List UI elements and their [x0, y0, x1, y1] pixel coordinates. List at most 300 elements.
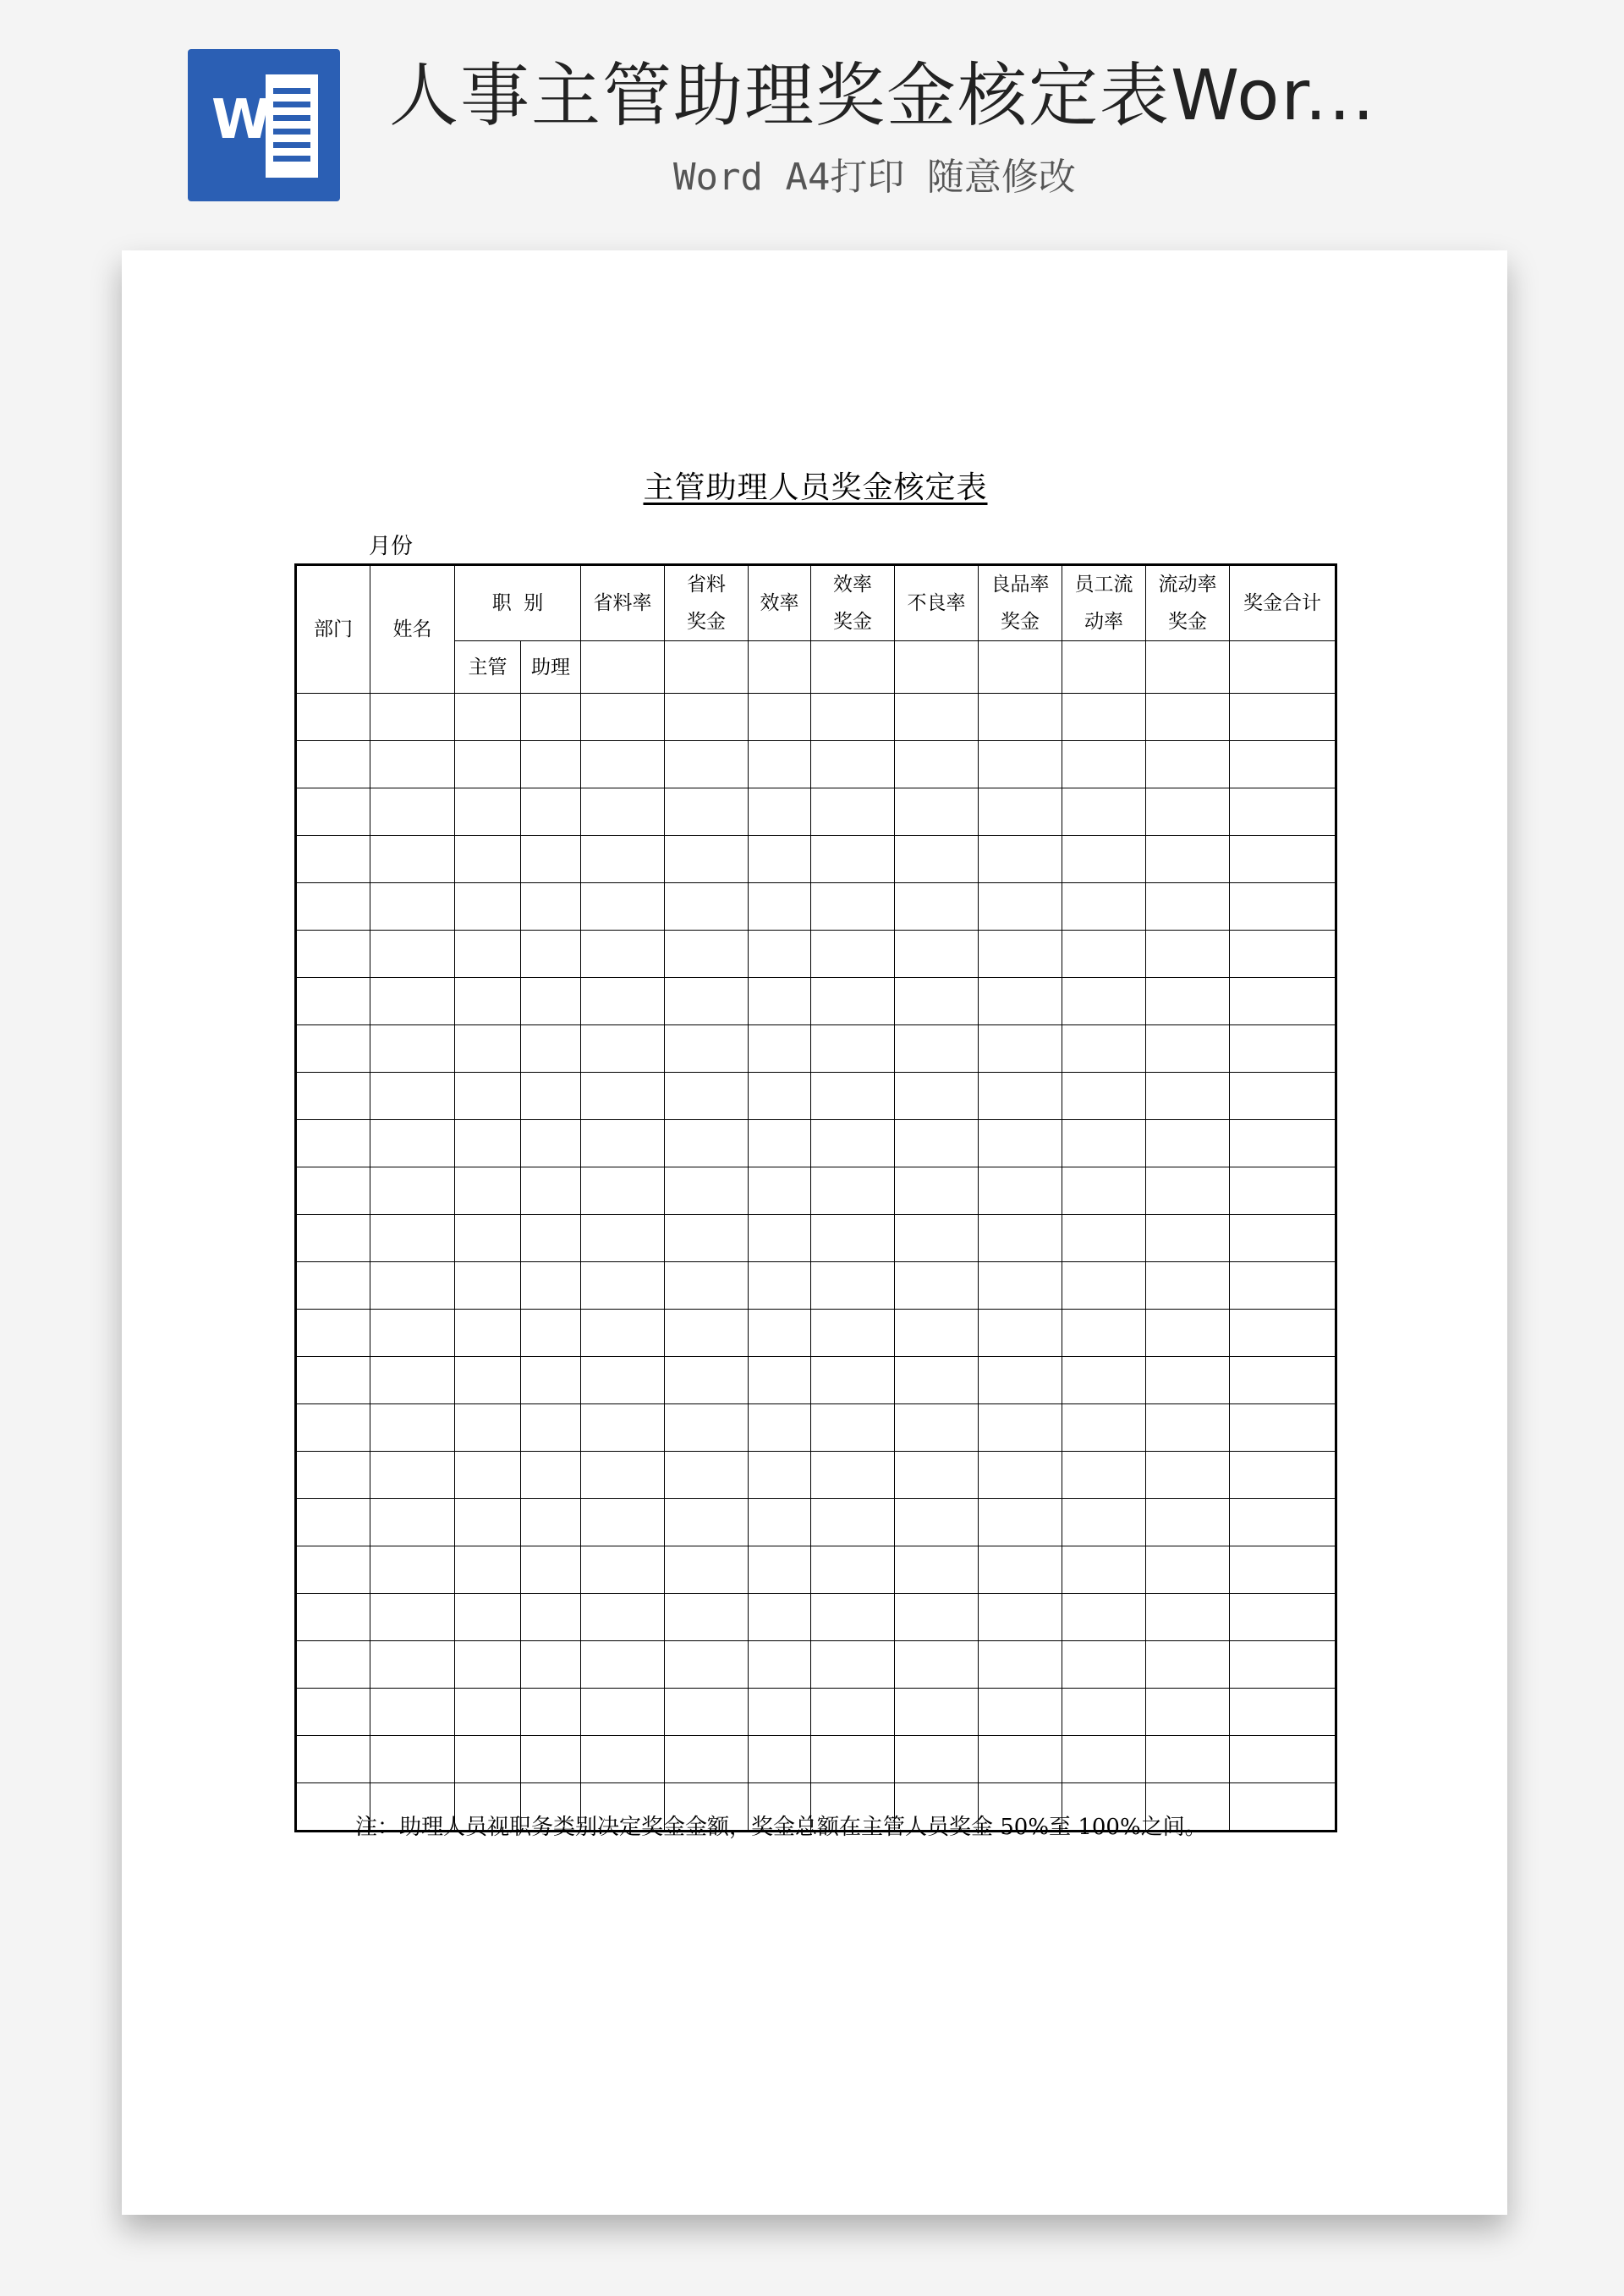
- table-cell[interactable]: [521, 1452, 581, 1499]
- table-cell[interactable]: [521, 694, 581, 741]
- table-cell[interactable]: [1230, 1262, 1336, 1310]
- table-cell[interactable]: [1230, 641, 1336, 694]
- table-cell[interactable]: [811, 1215, 895, 1262]
- table-cell[interactable]: [895, 1452, 979, 1499]
- table-cell[interactable]: [811, 1025, 895, 1073]
- table-cell[interactable]: [665, 1357, 749, 1404]
- table-cell[interactable]: [1230, 788, 1336, 836]
- table-cell[interactable]: [895, 1594, 979, 1641]
- table-cell[interactable]: [895, 1641, 979, 1689]
- table-cell[interactable]: [665, 1689, 749, 1736]
- table-cell[interactable]: [1230, 1689, 1336, 1736]
- table-cell[interactable]: [296, 788, 370, 836]
- table-cell[interactable]: [811, 1120, 895, 1167]
- table-cell[interactable]: [811, 1073, 895, 1120]
- table-cell[interactable]: [370, 741, 455, 788]
- table-cell[interactable]: [521, 836, 581, 883]
- table-cell[interactable]: [895, 1357, 979, 1404]
- table-cell[interactable]: [811, 883, 895, 931]
- table-cell[interactable]: [581, 883, 665, 931]
- table-cell[interactable]: [370, 1262, 455, 1310]
- table-cell[interactable]: [296, 1594, 370, 1641]
- table-cell[interactable]: [811, 1452, 895, 1499]
- table-cell[interactable]: [1062, 1641, 1146, 1689]
- table-cell[interactable]: [1062, 1404, 1146, 1452]
- table-cell[interactable]: [979, 1499, 1062, 1546]
- table-cell[interactable]: [370, 1594, 455, 1641]
- table-cell[interactable]: [979, 1736, 1062, 1783]
- table-cell[interactable]: [811, 1689, 895, 1736]
- table-cell[interactable]: [1062, 1120, 1146, 1167]
- table-cell[interactable]: [296, 1641, 370, 1689]
- table-cell[interactable]: [581, 1310, 665, 1357]
- table-cell[interactable]: [521, 1357, 581, 1404]
- table-cell[interactable]: [581, 741, 665, 788]
- table-cell[interactable]: [1146, 1310, 1230, 1357]
- table-cell[interactable]: [521, 1689, 581, 1736]
- table-cell[interactable]: [581, 1357, 665, 1404]
- table-cell[interactable]: [296, 1452, 370, 1499]
- table-cell[interactable]: [581, 1689, 665, 1736]
- table-cell[interactable]: [455, 883, 521, 931]
- table-cell[interactable]: [521, 1310, 581, 1357]
- table-cell[interactable]: [1146, 883, 1230, 931]
- table-cell[interactable]: [979, 1025, 1062, 1073]
- table-cell[interactable]: [370, 836, 455, 883]
- table-cell[interactable]: [1146, 1357, 1230, 1404]
- table-cell[interactable]: [811, 1499, 895, 1546]
- table-cell[interactable]: [296, 1073, 370, 1120]
- table-cell[interactable]: [370, 883, 455, 931]
- table-cell[interactable]: [1230, 1641, 1336, 1689]
- table-cell[interactable]: [749, 1120, 811, 1167]
- table-cell[interactable]: [811, 694, 895, 741]
- table-cell[interactable]: [665, 1310, 749, 1357]
- table-cell[interactable]: [895, 1404, 979, 1452]
- table-cell[interactable]: [581, 931, 665, 978]
- table-cell[interactable]: [749, 978, 811, 1025]
- table-cell[interactable]: [1062, 1736, 1146, 1783]
- table-cell[interactable]: [296, 1262, 370, 1310]
- table-cell[interactable]: [370, 931, 455, 978]
- table-cell[interactable]: [665, 641, 749, 694]
- table-cell[interactable]: [749, 1310, 811, 1357]
- table-cell[interactable]: [455, 978, 521, 1025]
- table-cell[interactable]: [1230, 1736, 1336, 1783]
- table-cell[interactable]: [665, 1452, 749, 1499]
- table-cell[interactable]: [665, 1736, 749, 1783]
- table-cell[interactable]: [749, 1357, 811, 1404]
- table-cell[interactable]: [455, 1641, 521, 1689]
- table-cell[interactable]: [1230, 1073, 1336, 1120]
- table-cell[interactable]: [581, 836, 665, 883]
- table-cell[interactable]: [1230, 1499, 1336, 1546]
- table-cell[interactable]: [1062, 1452, 1146, 1499]
- table-cell[interactable]: [895, 641, 979, 694]
- table-cell[interactable]: [455, 1499, 521, 1546]
- table-cell[interactable]: [296, 1546, 370, 1594]
- table-cell[interactable]: [521, 978, 581, 1025]
- table-cell[interactable]: [521, 1594, 581, 1641]
- table-cell[interactable]: [455, 1452, 521, 1499]
- table-cell[interactable]: [979, 1120, 1062, 1167]
- table-cell[interactable]: [455, 1120, 521, 1167]
- table-cell[interactable]: [581, 1262, 665, 1310]
- table-cell[interactable]: [1146, 741, 1230, 788]
- table-cell[interactable]: [1062, 788, 1146, 836]
- table-cell[interactable]: [749, 1262, 811, 1310]
- table-cell[interactable]: [1230, 883, 1336, 931]
- table-cell[interactable]: [1062, 1310, 1146, 1357]
- table-cell[interactable]: [665, 931, 749, 978]
- table-cell[interactable]: [895, 1215, 979, 1262]
- table-cell[interactable]: [370, 1310, 455, 1357]
- table-cell[interactable]: [455, 1167, 521, 1215]
- table-cell[interactable]: [1146, 641, 1230, 694]
- table-cell[interactable]: [455, 1262, 521, 1310]
- table-cell[interactable]: [811, 641, 895, 694]
- table-cell[interactable]: [455, 836, 521, 883]
- table-cell[interactable]: [521, 741, 581, 788]
- table-cell[interactable]: [296, 1025, 370, 1073]
- table-cell[interactable]: [1146, 1546, 1230, 1594]
- table-cell[interactable]: [455, 1546, 521, 1594]
- table-cell[interactable]: [749, 883, 811, 931]
- table-cell[interactable]: [1230, 836, 1336, 883]
- table-cell[interactable]: [296, 931, 370, 978]
- table-cell[interactable]: [296, 1357, 370, 1404]
- table-cell[interactable]: [811, 741, 895, 788]
- table-cell[interactable]: [979, 1546, 1062, 1594]
- table-cell[interactable]: [296, 883, 370, 931]
- table-cell[interactable]: [1062, 1357, 1146, 1404]
- table-cell[interactable]: [1146, 1262, 1230, 1310]
- table-cell[interactable]: [895, 836, 979, 883]
- table-cell[interactable]: [1146, 1215, 1230, 1262]
- table-cell[interactable]: [811, 1167, 895, 1215]
- table-cell[interactable]: [749, 836, 811, 883]
- table-cell[interactable]: [895, 741, 979, 788]
- table-cell[interactable]: [895, 1546, 979, 1594]
- table-cell[interactable]: [370, 1499, 455, 1546]
- table-cell[interactable]: [979, 1310, 1062, 1357]
- table-cell[interactable]: [665, 788, 749, 836]
- table-cell[interactable]: [979, 1452, 1062, 1499]
- table-cell[interactable]: [895, 931, 979, 978]
- table-cell[interactable]: [979, 1641, 1062, 1689]
- table-cell[interactable]: [895, 1167, 979, 1215]
- table-cell[interactable]: [581, 1641, 665, 1689]
- table-cell[interactable]: [1146, 1641, 1230, 1689]
- table-cell[interactable]: [895, 1736, 979, 1783]
- table-cell[interactable]: [1230, 931, 1336, 978]
- table-cell[interactable]: [1146, 1452, 1230, 1499]
- table-cell[interactable]: [979, 1689, 1062, 1736]
- table-cell[interactable]: [811, 1641, 895, 1689]
- table-cell[interactable]: [1230, 1167, 1336, 1215]
- table-cell[interactable]: [455, 1357, 521, 1404]
- table-cell[interactable]: [296, 1310, 370, 1357]
- table-cell[interactable]: [581, 1120, 665, 1167]
- table-cell[interactable]: [581, 1499, 665, 1546]
- table-cell[interactable]: [1230, 1404, 1336, 1452]
- table-cell[interactable]: [455, 1404, 521, 1452]
- table-cell[interactable]: [455, 1736, 521, 1783]
- table-cell[interactable]: [749, 1167, 811, 1215]
- table-cell[interactable]: [749, 1404, 811, 1452]
- table-cell[interactable]: [581, 1546, 665, 1594]
- table-cell[interactable]: [370, 1641, 455, 1689]
- table-cell[interactable]: [1230, 1594, 1336, 1641]
- table-cell[interactable]: [979, 1404, 1062, 1452]
- table-cell[interactable]: [749, 1073, 811, 1120]
- table-cell[interactable]: [749, 788, 811, 836]
- table-cell[interactable]: [665, 1073, 749, 1120]
- table-cell[interactable]: [370, 1167, 455, 1215]
- table-cell[interactable]: [521, 1262, 581, 1310]
- table-cell[interactable]: [455, 1594, 521, 1641]
- table-cell[interactable]: [455, 1073, 521, 1120]
- table-cell[interactable]: [979, 1167, 1062, 1215]
- table-cell[interactable]: [296, 1736, 370, 1783]
- table-cell[interactable]: [581, 694, 665, 741]
- table-cell[interactable]: [455, 1025, 521, 1073]
- table-cell[interactable]: [749, 931, 811, 978]
- table-cell[interactable]: [811, 1262, 895, 1310]
- table-cell[interactable]: [979, 788, 1062, 836]
- table-cell[interactable]: [1062, 931, 1146, 978]
- table-cell[interactable]: [455, 741, 521, 788]
- table-cell[interactable]: [749, 741, 811, 788]
- table-cell[interactable]: [665, 883, 749, 931]
- table-cell[interactable]: [1062, 741, 1146, 788]
- table-cell[interactable]: [581, 1167, 665, 1215]
- table-cell[interactable]: [979, 1073, 1062, 1120]
- table-cell[interactable]: [455, 1215, 521, 1262]
- table-cell[interactable]: [1062, 641, 1146, 694]
- table-cell[interactable]: [1230, 1025, 1336, 1073]
- table-cell[interactable]: [455, 694, 521, 741]
- table-cell[interactable]: [1146, 1073, 1230, 1120]
- table-cell[interactable]: [296, 978, 370, 1025]
- table-cell[interactable]: [895, 1025, 979, 1073]
- table-cell[interactable]: [1146, 1120, 1230, 1167]
- table-cell[interactable]: [1062, 1215, 1146, 1262]
- table-cell[interactable]: [1146, 1167, 1230, 1215]
- table-cell[interactable]: [1146, 1594, 1230, 1641]
- table-cell[interactable]: [895, 1073, 979, 1120]
- table-cell[interactable]: [665, 1499, 749, 1546]
- table-cell[interactable]: [521, 1736, 581, 1783]
- table-cell[interactable]: [1146, 1025, 1230, 1073]
- table-cell[interactable]: [296, 836, 370, 883]
- table-cell[interactable]: [665, 1262, 749, 1310]
- table-cell[interactable]: [895, 1262, 979, 1310]
- table-cell[interactable]: [581, 1215, 665, 1262]
- table-cell[interactable]: [1230, 1310, 1336, 1357]
- table-cell[interactable]: [895, 1120, 979, 1167]
- table-cell[interactable]: [296, 1404, 370, 1452]
- table-cell[interactable]: [370, 694, 455, 741]
- table-cell[interactable]: [296, 694, 370, 741]
- table-cell[interactable]: [370, 1215, 455, 1262]
- table-cell[interactable]: [895, 788, 979, 836]
- table-cell[interactable]: [665, 1404, 749, 1452]
- table-cell[interactable]: [665, 1546, 749, 1594]
- table-cell[interactable]: [1062, 1073, 1146, 1120]
- table-cell[interactable]: [1230, 1357, 1336, 1404]
- table-cell[interactable]: [979, 931, 1062, 978]
- table-cell[interactable]: [370, 1452, 455, 1499]
- table-cell[interactable]: [749, 1594, 811, 1641]
- table-cell[interactable]: [979, 836, 1062, 883]
- table-cell[interactable]: [521, 1215, 581, 1262]
- table-cell[interactable]: [581, 641, 665, 694]
- table-cell[interactable]: [370, 1546, 455, 1594]
- table-cell[interactable]: [1146, 836, 1230, 883]
- table-cell[interactable]: [811, 788, 895, 836]
- table-cell[interactable]: [979, 1262, 1062, 1310]
- table-cell[interactable]: [665, 741, 749, 788]
- table-cell[interactable]: [296, 1689, 370, 1736]
- table-cell[interactable]: [749, 1546, 811, 1594]
- table-cell[interactable]: [581, 1073, 665, 1120]
- table-cell[interactable]: [665, 694, 749, 741]
- table-cell[interactable]: [665, 1167, 749, 1215]
- table-cell[interactable]: [811, 1546, 895, 1594]
- table-cell[interactable]: [979, 694, 1062, 741]
- table-cell[interactable]: [1230, 1120, 1336, 1167]
- table-cell[interactable]: [811, 1357, 895, 1404]
- table-cell[interactable]: [1062, 836, 1146, 883]
- table-cell[interactable]: [370, 1404, 455, 1452]
- table-cell[interactable]: [521, 1167, 581, 1215]
- table-cell[interactable]: [811, 978, 895, 1025]
- table-cell[interactable]: [370, 1736, 455, 1783]
- table-cell[interactable]: [665, 1594, 749, 1641]
- table-cell[interactable]: [521, 1120, 581, 1167]
- table-cell[interactable]: [1062, 1025, 1146, 1073]
- table-cell[interactable]: [1146, 1499, 1230, 1546]
- table-cell[interactable]: [749, 1499, 811, 1546]
- table-cell[interactable]: [1230, 1452, 1336, 1499]
- table-cell[interactable]: [895, 1310, 979, 1357]
- table-cell[interactable]: [979, 641, 1062, 694]
- table-cell[interactable]: [581, 1025, 665, 1073]
- table-cell[interactable]: [1062, 1689, 1146, 1736]
- table-cell[interactable]: [296, 1215, 370, 1262]
- table-cell[interactable]: [370, 1120, 455, 1167]
- table-cell[interactable]: [370, 1073, 455, 1120]
- table-cell[interactable]: [370, 1357, 455, 1404]
- table-cell[interactable]: [521, 1546, 581, 1594]
- table-cell[interactable]: [665, 1025, 749, 1073]
- table-cell[interactable]: [749, 1689, 811, 1736]
- table-cell[interactable]: [370, 1025, 455, 1073]
- table-cell[interactable]: [979, 1594, 1062, 1641]
- table-cell[interactable]: [296, 741, 370, 788]
- table-cell[interactable]: [521, 931, 581, 978]
- table-cell[interactable]: [979, 1215, 1062, 1262]
- table-cell[interactable]: [521, 1025, 581, 1073]
- table-cell[interactable]: [1146, 788, 1230, 836]
- table-cell[interactable]: [1062, 694, 1146, 741]
- table-cell[interactable]: [895, 978, 979, 1025]
- table-cell[interactable]: [1230, 694, 1336, 741]
- table-cell[interactable]: [665, 1215, 749, 1262]
- table-cell[interactable]: [581, 1404, 665, 1452]
- table-cell[interactable]: [521, 1641, 581, 1689]
- table-cell[interactable]: [1062, 1262, 1146, 1310]
- table-cell[interactable]: [370, 788, 455, 836]
- table-cell[interactable]: [811, 1594, 895, 1641]
- table-cell[interactable]: [749, 1736, 811, 1783]
- table-cell[interactable]: [749, 1215, 811, 1262]
- table-cell[interactable]: [455, 931, 521, 978]
- table-cell[interactable]: [581, 978, 665, 1025]
- table-cell[interactable]: [1062, 1499, 1146, 1546]
- table-cell[interactable]: [521, 1073, 581, 1120]
- table-cell[interactable]: [749, 1641, 811, 1689]
- table-cell[interactable]: [370, 978, 455, 1025]
- table-cell[interactable]: [979, 1357, 1062, 1404]
- table-cell[interactable]: [1146, 1404, 1230, 1452]
- table-cell[interactable]: [455, 1689, 521, 1736]
- table-cell[interactable]: [296, 1499, 370, 1546]
- table-cell[interactable]: [979, 978, 1062, 1025]
- table-cell[interactable]: [665, 1120, 749, 1167]
- table-cell[interactable]: [979, 883, 1062, 931]
- table-cell[interactable]: [521, 1499, 581, 1546]
- table-cell[interactable]: [581, 788, 665, 836]
- table-cell[interactable]: [581, 1452, 665, 1499]
- table-cell[interactable]: [749, 641, 811, 694]
- table-cell[interactable]: [665, 836, 749, 883]
- table-cell[interactable]: [1062, 1594, 1146, 1641]
- table-cell[interactable]: [1230, 741, 1336, 788]
- table-cell[interactable]: [1062, 1546, 1146, 1594]
- table-cell[interactable]: [521, 883, 581, 931]
- table-cell[interactable]: [895, 694, 979, 741]
- table-cell[interactable]: [811, 1310, 895, 1357]
- table-cell[interactable]: [1230, 1546, 1336, 1594]
- table-cell[interactable]: [895, 883, 979, 931]
- table-cell[interactable]: [1062, 1167, 1146, 1215]
- table-cell[interactable]: [1062, 978, 1146, 1025]
- table-cell[interactable]: [455, 788, 521, 836]
- table-cell[interactable]: [1062, 883, 1146, 931]
- table-cell[interactable]: [811, 1736, 895, 1783]
- table-cell[interactable]: [521, 788, 581, 836]
- table-cell[interactable]: [811, 836, 895, 883]
- table-cell[interactable]: [811, 1404, 895, 1452]
- table-cell[interactable]: [1230, 978, 1336, 1025]
- table-cell[interactable]: [749, 694, 811, 741]
- table-cell[interactable]: [1146, 978, 1230, 1025]
- table-cell[interactable]: [749, 1452, 811, 1499]
- table-cell[interactable]: [455, 1310, 521, 1357]
- table-cell[interactable]: [811, 931, 895, 978]
- table-cell[interactable]: [296, 1167, 370, 1215]
- table-cell[interactable]: [1146, 1736, 1230, 1783]
- table-cell[interactable]: [1146, 931, 1230, 978]
- table-cell[interactable]: [665, 978, 749, 1025]
- table-cell[interactable]: [749, 1025, 811, 1073]
- table-cell[interactable]: [581, 1736, 665, 1783]
- table-cell[interactable]: [296, 1120, 370, 1167]
- table-cell[interactable]: [665, 1641, 749, 1689]
- table-cell[interactable]: [370, 1689, 455, 1736]
